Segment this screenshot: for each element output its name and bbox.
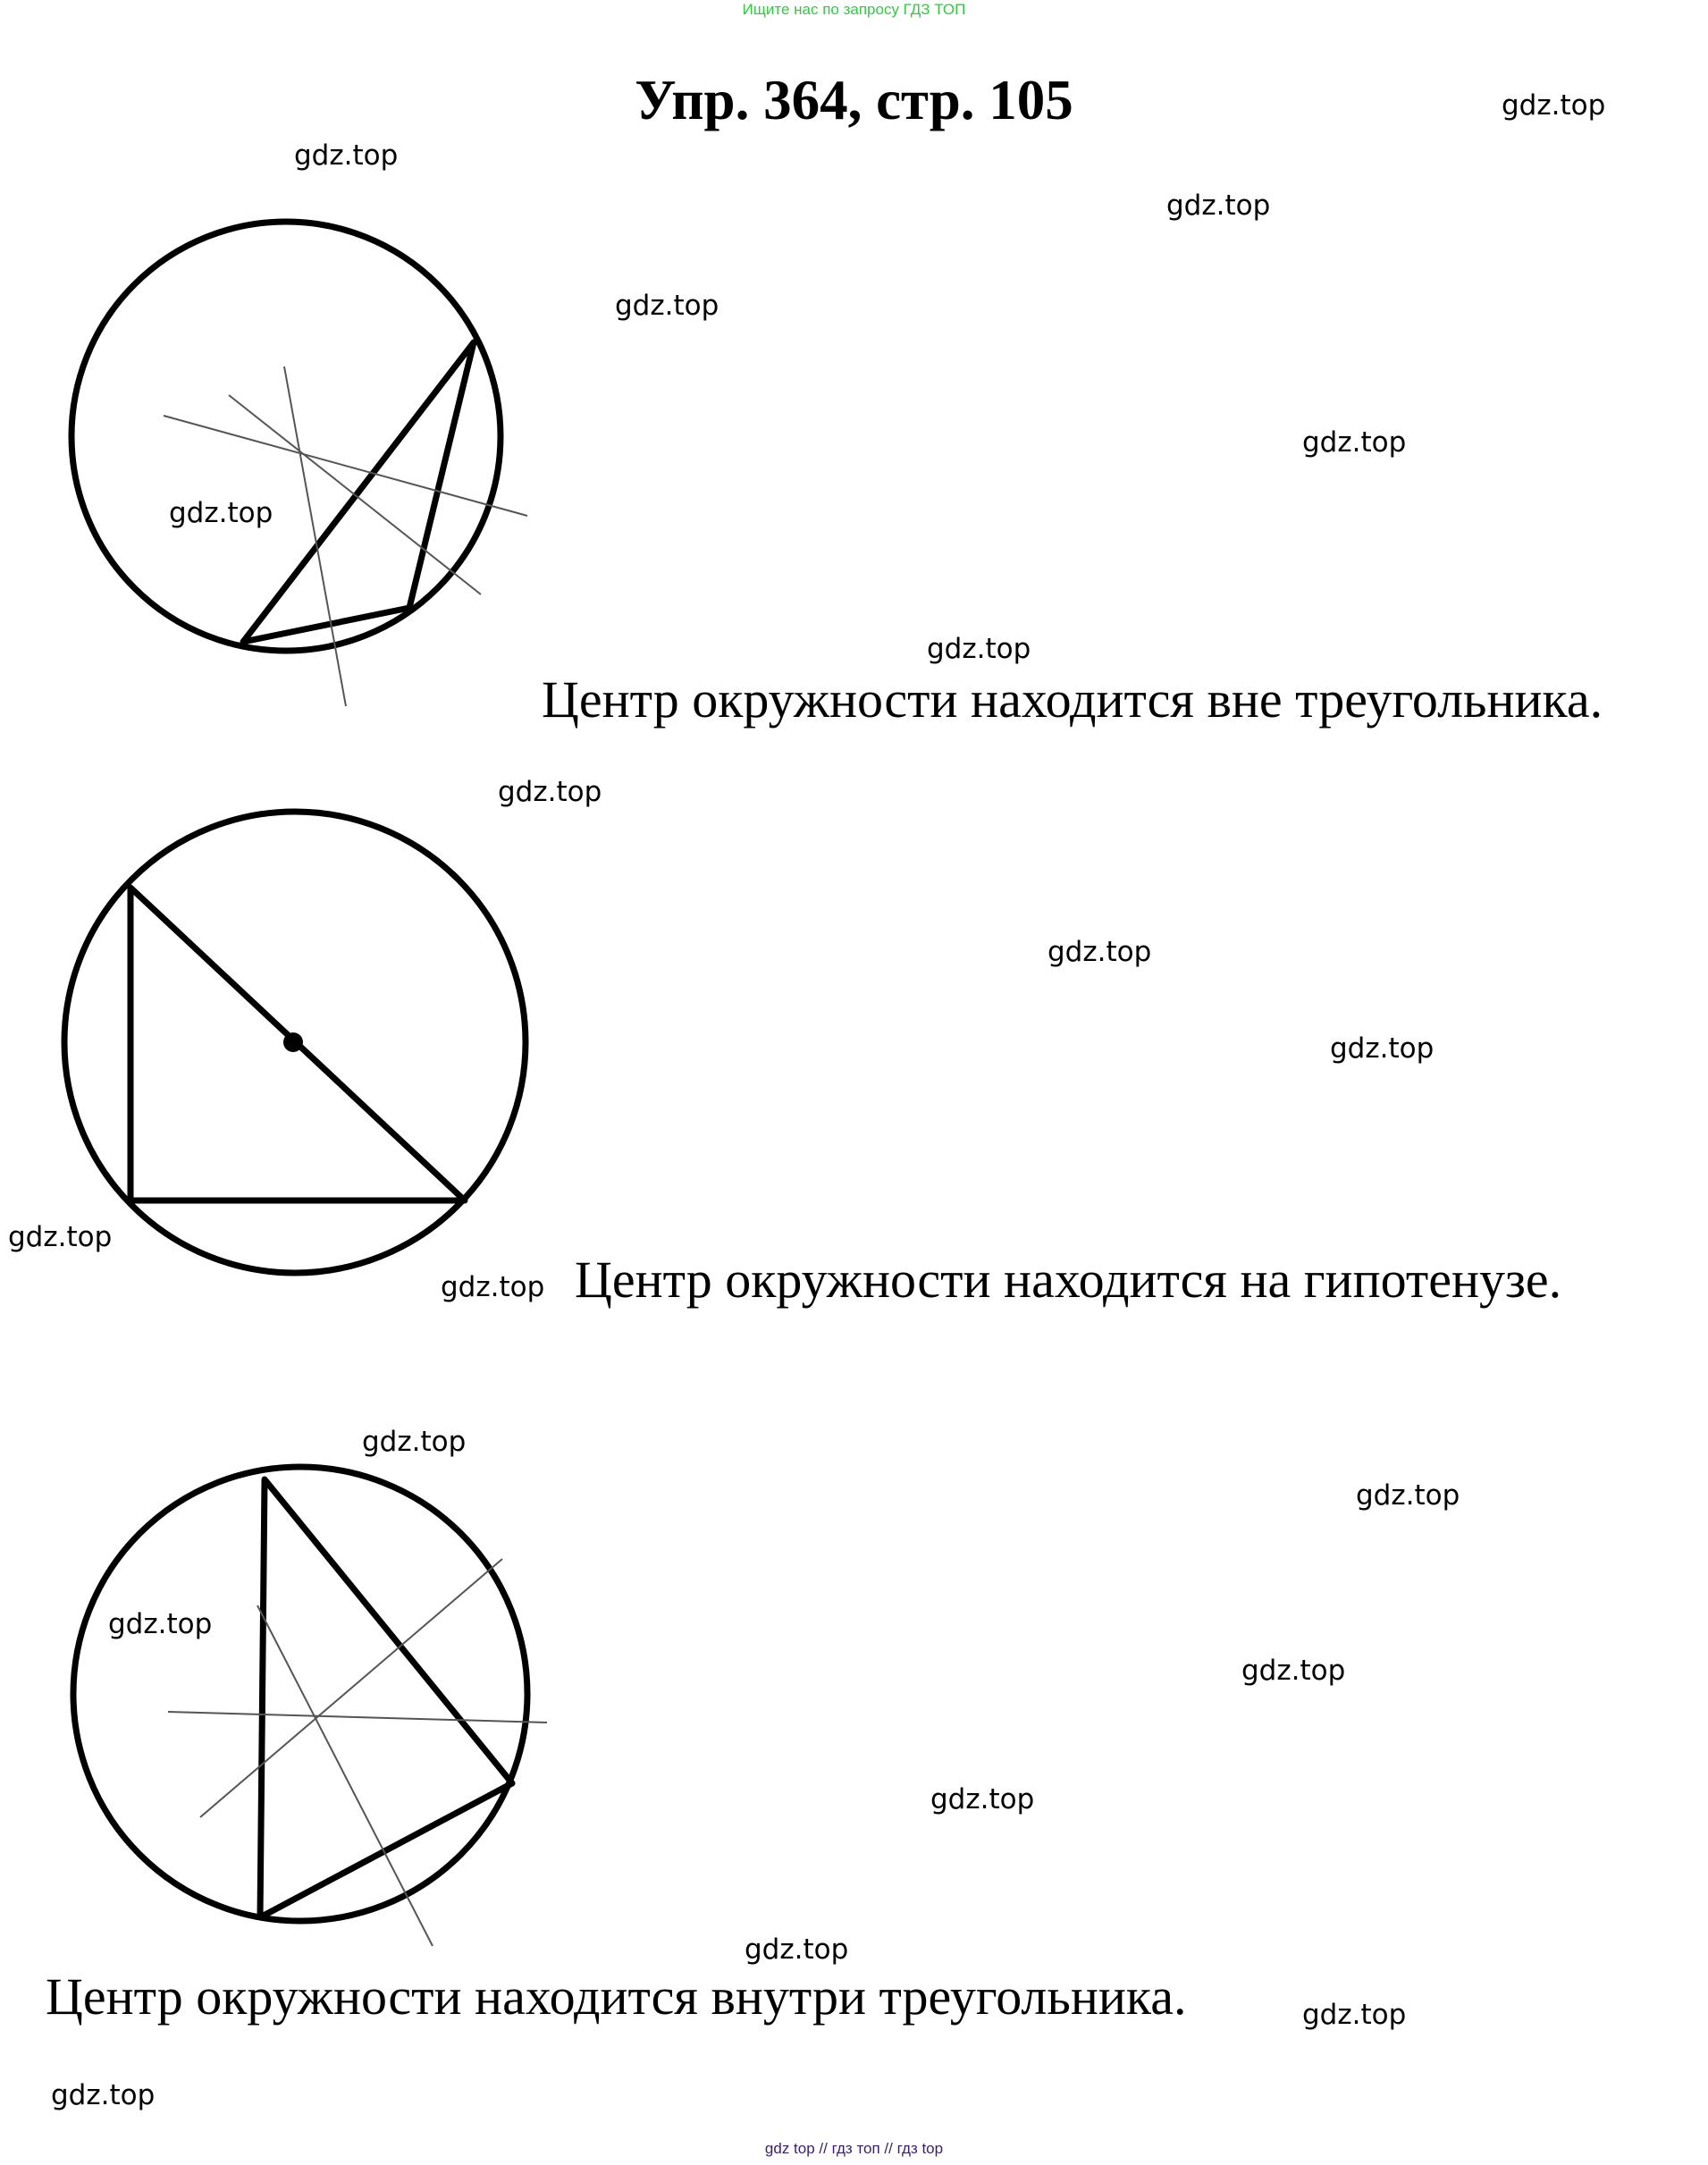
bisector-line-4	[168, 1712, 547, 1723]
watermark: gdz.top	[169, 497, 273, 529]
circumcircle-3	[73, 1467, 527, 1921]
watermark: gdz.top	[1356, 1479, 1460, 1512]
watermark: gdz.top	[362, 1426, 467, 1458]
page-title: Упр. 364, стр. 105	[635, 69, 1073, 131]
bisector-line-5	[200, 1559, 502, 1817]
watermark: gdz.top	[927, 633, 1031, 665]
watermark: gdz.top	[441, 1271, 545, 1303]
watermark: gdz.top	[1302, 426, 1407, 459]
watermark: gdz.top	[1166, 190, 1271, 222]
watermark: gdz.top	[1048, 936, 1152, 968]
top-banner: Ищите нас по запросу ГДЗ ТОП	[742, 1, 966, 18]
watermark: gdz.top	[1330, 1032, 1435, 1065]
watermark: gdz.top	[294, 139, 399, 172]
watermark: gdz.top	[51, 2079, 156, 2111]
watermark: gdz.top	[108, 1608, 213, 1640]
watermark: gdz.top	[1302, 1999, 1407, 2031]
watermark: gdz.top	[1241, 1655, 1346, 1687]
watermark: gdz.top	[615, 290, 719, 322]
caption-figure-3: Центр окружности находится внутри треугольника.	[46, 1967, 1187, 2026]
watermark: gdz.top	[8, 1221, 113, 1253]
watermark: gdz.top	[1502, 89, 1606, 122]
watermark: gdz.top	[498, 776, 602, 808]
caption-figure-2: Центр окружности находится на гипотенузе.	[575, 1251, 1562, 1309]
caption-figure-1: Центр окружности находится вне треугольника.	[542, 670, 1603, 729]
watermark: gdz.top	[930, 1783, 1035, 1815]
watermark: gdz.top	[745, 1933, 849, 1966]
footer: gdz top // гдз топ // гдз top	[764, 2140, 944, 2157]
